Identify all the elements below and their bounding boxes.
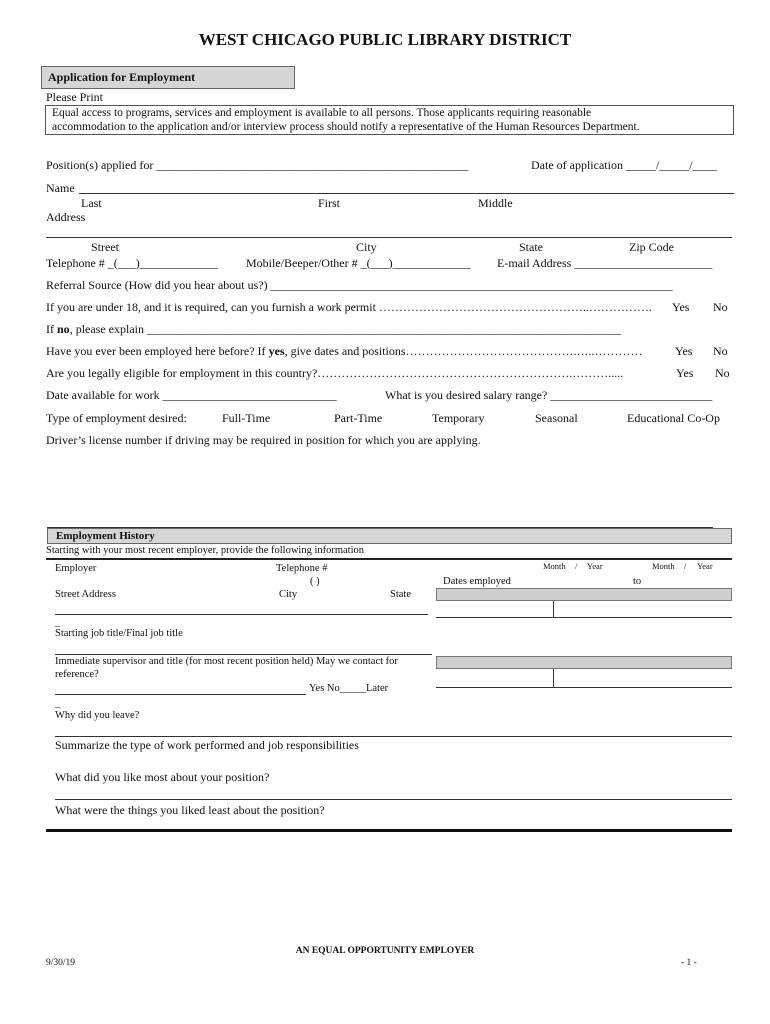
middle-name-caption: Middle: [478, 196, 513, 210]
employment-section-label: Employment History: [56, 530, 155, 542]
reason-header-bar: [436, 656, 732, 669]
summarize-label: Summarize the type of work performed and job responsibilities: [55, 738, 359, 752]
option-part-time[interactable]: Part-Time: [334, 411, 383, 425]
employed-prefix: Have you ever been employed here before? If: [46, 344, 269, 358]
employed-bold: yes: [268, 344, 285, 358]
reason-row-line: [436, 687, 732, 688]
employed-before-yes[interactable]: Yes: [675, 344, 693, 358]
option-full-time[interactable]: Full-Time: [222, 411, 271, 425]
employment-type-label: Type of employment desired:: [46, 411, 187, 425]
street-address-line[interactable]: [55, 614, 428, 615]
please-print-label: Please Print: [46, 90, 103, 104]
first-name-caption: First: [318, 196, 341, 210]
why-left-label: Why did you leave?: [55, 710, 140, 721]
salary-divider: [553, 601, 554, 617]
notice-line-2: accommodation to the application and/or interview process should notify a representative of the Human Resources Department.: [52, 121, 640, 133]
name-label: Name: [46, 181, 75, 195]
address-label: Address: [46, 210, 86, 224]
salary-row-line: [436, 617, 732, 618]
city-caption: City: [356, 240, 377, 254]
email-field[interactable]: E-mail Address _______________________: [497, 256, 713, 270]
positions-field[interactable]: Position(s) applied for ____________________________________________________: [46, 158, 469, 172]
employment-bottom-rule: [46, 829, 732, 832]
title-dash: _: [55, 617, 61, 628]
contact-options[interactable]: Yes No_____Later: [309, 683, 389, 694]
end-year-caption: Year: [697, 561, 713, 571]
employer-state-label: State: [390, 589, 411, 600]
salary-field[interactable]: What is you desired salary range? ___________________________: [385, 388, 713, 402]
date-of-application-field[interactable]: Date of application _____/_____/____: [531, 158, 717, 172]
end-month-caption: Month: [652, 561, 675, 571]
responsibilities-top-line: [55, 736, 732, 737]
employed-suffix: , give dates and positions…………………………………….…..…………: [284, 344, 643, 358]
supervisor-line[interactable]: [55, 694, 306, 695]
job-title-label: Starting job title/Final job title: [55, 628, 183, 639]
employer-telephone-parens[interactable]: ( ): [310, 576, 320, 587]
work-permit-no[interactable]: No: [713, 300, 728, 314]
referral-field[interactable]: Referral Source (How did you hear about us?) ___________________________________________________________________: [46, 278, 673, 292]
work-permit-question: If you are under 18, and it is required, can you furnish a work permit ……………………………………………..…………….: [46, 300, 652, 314]
page-title: WEST CHICAGO PUBLIC LIBRARY DISTRICT: [198, 30, 572, 49]
address-line[interactable]: [46, 237, 732, 238]
supervisor-label-line1: Immediate supervisor and title (for most recent position held) May we contact for: [55, 656, 398, 667]
work-permit-yes[interactable]: Yes: [672, 300, 690, 314]
liked-least-top-line: [55, 799, 732, 800]
job-title-line[interactable]: [55, 654, 432, 655]
employer-label: Employer: [55, 563, 97, 574]
last-name-caption: Last: [81, 196, 102, 210]
employed-before-question: [46, 344, 643, 359]
street-address-label: Street Address: [55, 589, 116, 600]
dates-employed-label: Dates employed: [443, 576, 511, 587]
start-year-caption: Year: [587, 561, 603, 571]
equal-access-notice: [45, 105, 734, 135]
supervisor-label-line2: reference?: [55, 669, 99, 680]
state-caption: State: [519, 240, 543, 254]
application-section-header: [41, 66, 295, 89]
reason-divider: [553, 669, 554, 687]
employment-intro: Starting with your most recent employer, provide the following information: [46, 545, 365, 556]
option-temporary[interactable]: Temporary: [432, 411, 485, 425]
eligibility-yes[interactable]: Yes: [676, 366, 694, 380]
end-slash: /: [684, 561, 687, 571]
explain-field[interactable]: [46, 322, 621, 337]
start-month-caption: Month: [543, 561, 566, 571]
salary-header-bar: [436, 588, 732, 601]
eligibility-question: Are you legally eligible for employment in this country?……………………………………………………….……….....: [46, 366, 624, 380]
why-left-dash: _: [55, 698, 61, 709]
equal-opportunity-footer: AN EQUAL OPPORTUNITY EMPLOYER: [295, 946, 475, 956]
revision-date: 9/30/19: [46, 958, 76, 968]
application-section-label: Application for Employment: [48, 70, 196, 84]
date-available-field[interactable]: Date available for work _____________________________: [46, 388, 337, 402]
page-number: - 1 -: [681, 958, 697, 968]
dates-to-label: to: [633, 576, 642, 587]
employment-section-header: [47, 528, 732, 544]
telephone-field[interactable]: Telephone # _(___)_____________: [46, 256, 218, 270]
explain-prefix: If: [46, 322, 57, 336]
start-slash: /: [575, 561, 578, 571]
explain-bold: no: [57, 322, 70, 336]
employer-telephone-label: Telephone #: [276, 563, 328, 574]
eligibility-no[interactable]: No: [715, 366, 730, 380]
notice-line-1: Equal access to programs, services and employment is available to all persons. Those applicants requiring reasonable: [52, 107, 592, 119]
explain-suffix: , please explain _______________________________________________________________________________: [69, 322, 621, 336]
liked-most-label: What did you like most about your position?: [55, 770, 270, 784]
option-seasonal[interactable]: Seasonal: [535, 411, 578, 425]
street-caption: Street: [91, 240, 119, 254]
liked-least-label: What were the things you liked least about the position?: [55, 803, 325, 817]
employed-before-no[interactable]: No: [713, 344, 728, 358]
name-line[interactable]: [79, 193, 734, 194]
zip-caption: Zip Code: [629, 240, 674, 254]
employer-city-label: City: [279, 589, 298, 600]
option-educational-co-op[interactable]: Educational Co-Op: [627, 411, 720, 425]
drivers-license-field[interactable]: Driver’s license number if driving may be required in position for which you are applying.: [46, 433, 481, 447]
mobile-field[interactable]: Mobile/Beeper/Other # _(___)_____________: [246, 256, 471, 270]
employment-intro-rule: [46, 558, 732, 560]
